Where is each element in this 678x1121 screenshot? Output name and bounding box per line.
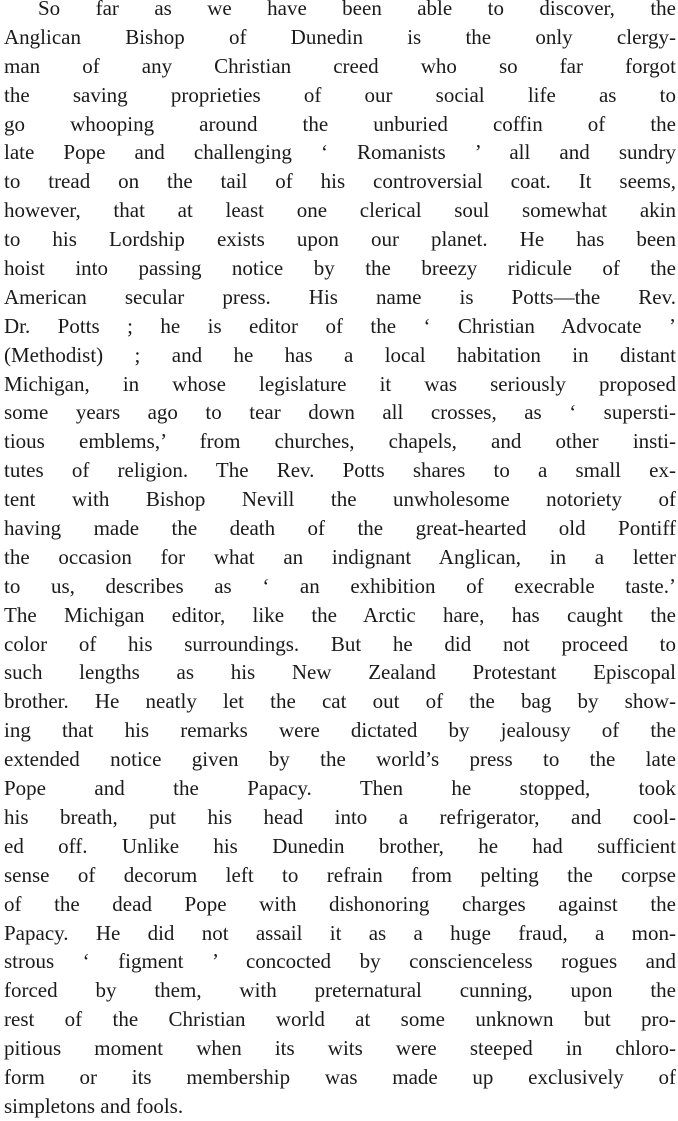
text-line: having made the death of the great-hearted old Pontiff [4, 516, 676, 541]
text-line: strous ‘ figment ’ concocted by conscienceless rogues and [4, 949, 676, 974]
text-line: his breath, put his head into a refrigerator, and cool- [4, 804, 676, 829]
text-line: Anglican Bishop of Dunedin is the only clergy- [4, 24, 676, 49]
text-line: tutes of religion. The Rev. Potts shares to a small ex- [4, 458, 676, 483]
text-line: forced by them, with preternatural cunning, upon the [4, 978, 676, 1003]
text-line: The Michigan editor, like the Arctic hare, has caught the [4, 602, 676, 627]
text-line: some years ago to tear down all crosses, as ‘ supersti- [4, 400, 676, 425]
text-line: late Pope and challenging ‘ Romanists ’ all and sundry [4, 140, 676, 165]
text-line: extended notice given by the world’s press to the late [4, 747, 676, 772]
text-line: tent with Bishop Nevill the unwholesome notoriety of [4, 487, 676, 512]
article-text [4, 0, 676, 1121]
text-line: the saving proprieties of our social life as to [4, 82, 676, 107]
text-line: (Methodist) ; and he has a local habitation in distant [4, 342, 676, 367]
text-line: go whooping around the unburied coffin of the [4, 111, 676, 136]
text-line: ing that his remarks were dictated by jealousy of the [4, 718, 676, 743]
text-line: So far as we have been able to discover, the [38, 0, 676, 20]
text-line: hoist into passing notice by the breezy ridicule of the [4, 256, 676, 281]
text-line: tious emblems,’ from churches, chapels, and other insti- [4, 429, 676, 454]
text-line: ed off. Unlike his Dunedin brother, he had sufficient [4, 833, 676, 858]
text-line: Michigan, in whose legislature it was seriously proposed [4, 371, 676, 396]
text-line: to tread on the tail of his controversial coat. It seems, [4, 169, 676, 194]
text-line: pitious moment when its wits were steeped in chloro- [4, 1036, 676, 1061]
text-line: of the dead Pope with dishonoring charges against the [4, 891, 676, 916]
text-line: the occasion for what an indignant Anglican, in a letter [4, 544, 676, 569]
text-line: Papacy. He did not assail it as a huge fraud, a mon- [4, 920, 676, 945]
text-line: Pope and the Papacy. Then he stopped, took [4, 776, 676, 801]
text-line: Dr. Potts ; he is editor of the ‘ Christian Advocate ’ [4, 313, 676, 338]
text-line: to us, describes as ‘ an exhibition of execrable taste.’ [4, 573, 676, 598]
text-line: form or its membership was made up exclusively of [4, 1064, 676, 1089]
text-line: however, that at least one clerical soul somewhat akin [4, 198, 676, 223]
text-line: American secular press. His name is Potts—the Rev. [4, 284, 676, 309]
text-line: sense of decorum left to refrain from pelting the corpse [4, 862, 676, 887]
text-line: such lengths as his New Zealand Protestant Episcopal [4, 660, 676, 685]
text-line: to his Lordship exists upon our planet. He has been [4, 227, 676, 252]
text-line: man of any Christian creed who so far forgot [4, 53, 676, 78]
text-line: simpletons and fools. [4, 1093, 184, 1118]
text-line: rest of the Christian world at some unknown but pro- [4, 1007, 676, 1032]
text-line: color of his surroundings. But he did not proceed to [4, 631, 676, 656]
text-line: brother. He neatly let the cat out of the bag by show- [4, 689, 676, 714]
